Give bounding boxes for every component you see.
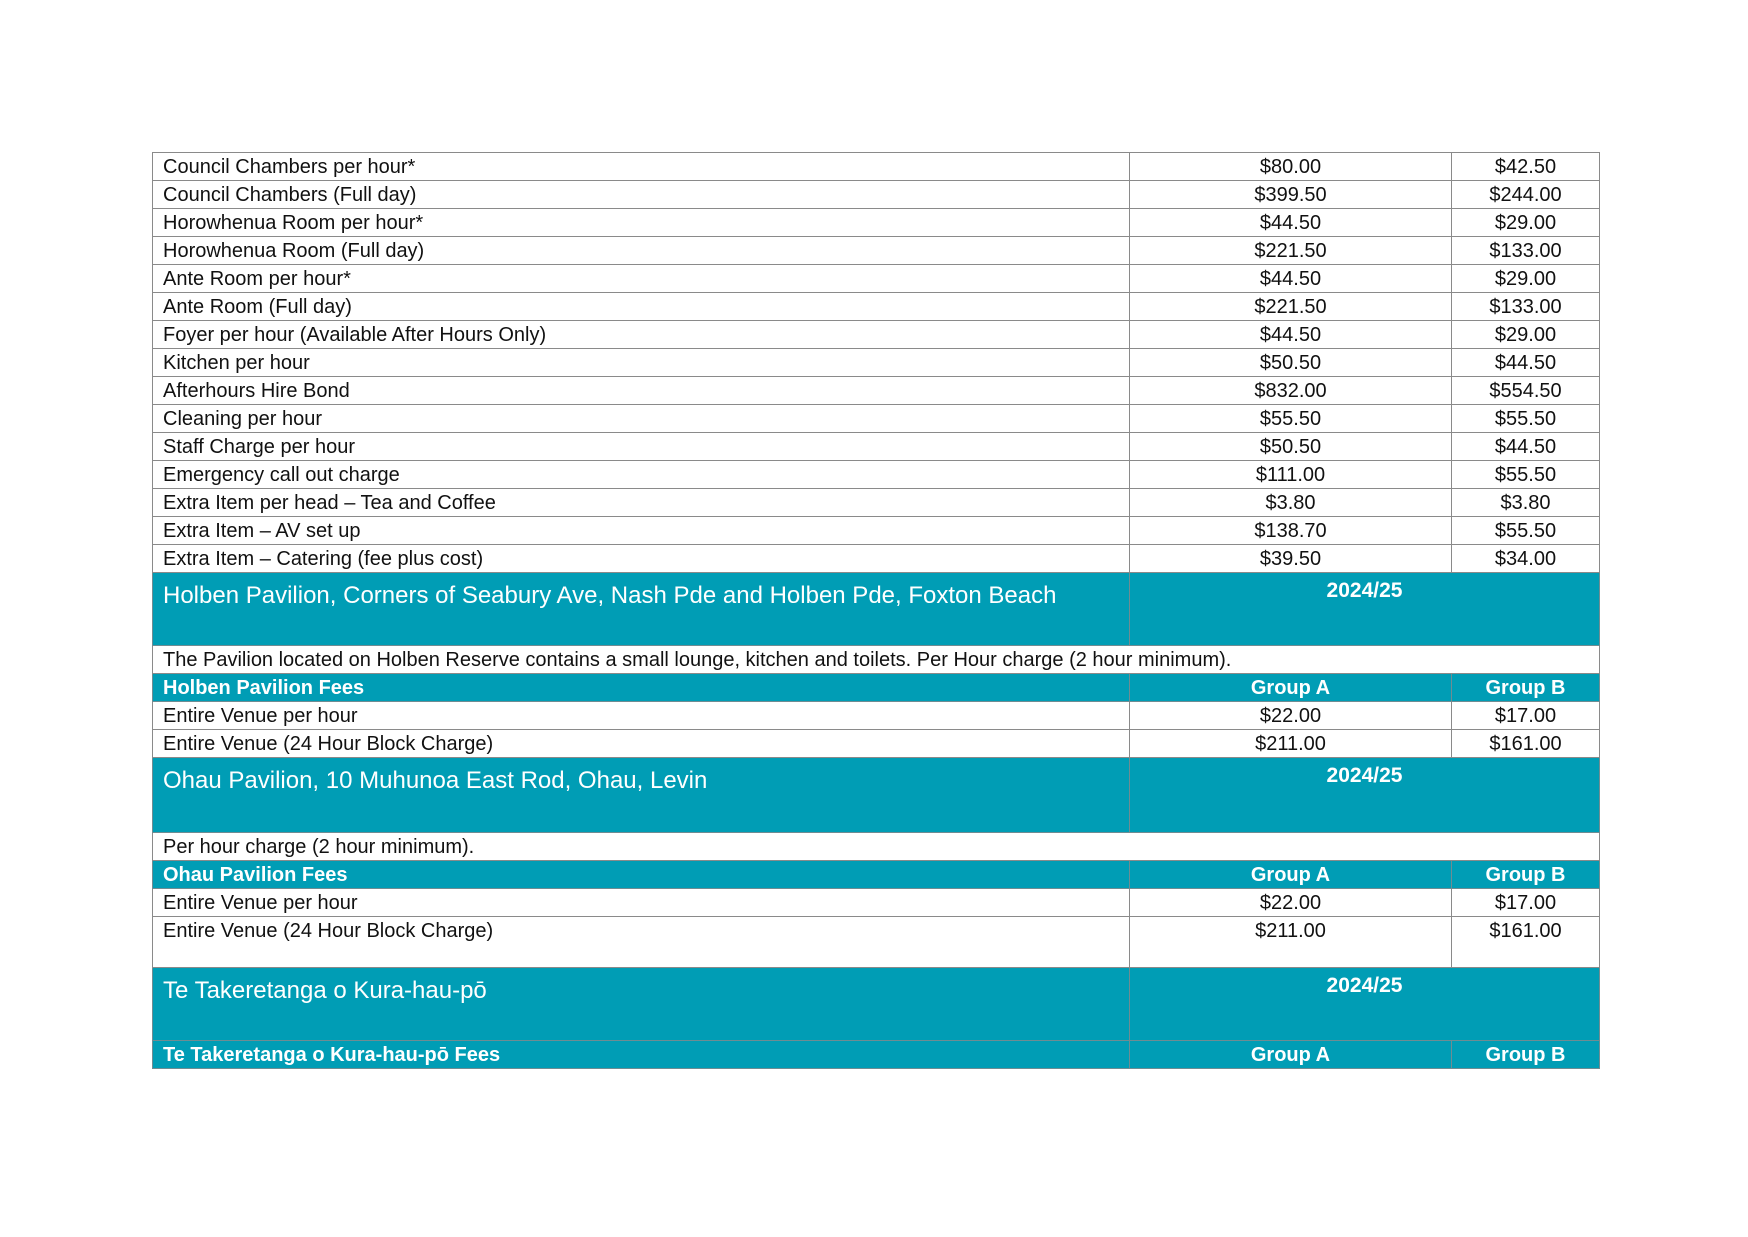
group-b-header: Group B xyxy=(1452,674,1600,702)
item-name: Council Chambers (Full day) xyxy=(153,181,1130,209)
item-name: Extra Item – Catering (fee plus cost) xyxy=(153,545,1130,573)
table-row xyxy=(153,730,1600,758)
group-b-price: $244.00 xyxy=(1452,181,1600,209)
group-a-price: $39.50 xyxy=(1130,545,1452,573)
ohau-year: 2024/25 xyxy=(1130,758,1600,833)
holben-title: Holben Pavilion, Corners of Seabury Ave, Nash Pde and Holben Pde, Foxton Beach xyxy=(153,573,1130,646)
group-a-price: $211.00 xyxy=(1130,730,1452,758)
group-a-price: $221.50 xyxy=(1130,237,1452,265)
table-row xyxy=(153,349,1600,377)
group-a-price: $50.50 xyxy=(1130,349,1452,377)
te-takeretanga-fees-header xyxy=(153,1041,1600,1069)
group-a-price: $50.50 xyxy=(1130,433,1452,461)
item-name: Entire Venue (24 Hour Block Charge) xyxy=(153,730,1130,758)
group-b-price: $42.50 xyxy=(1452,153,1600,181)
te-takeretanga-title: Te Takeretanga o Kura-hau-pō xyxy=(153,968,1130,1041)
item-name: Afterhours Hire Bond xyxy=(153,377,1130,405)
ohau-description: Per hour charge (2 hour minimum). xyxy=(153,833,1600,861)
table-row xyxy=(153,293,1600,321)
group-a-price: $138.70 xyxy=(1130,517,1452,545)
group-b-header: Group B xyxy=(1452,1041,1600,1069)
ohau-fees-label: Ohau Pavilion Fees xyxy=(153,861,1130,889)
group-b-price: $133.00 xyxy=(1452,293,1600,321)
item-name: Entire Venue per hour xyxy=(153,702,1130,730)
holben-fees-header xyxy=(153,674,1600,702)
group-a-price: $44.50 xyxy=(1130,321,1452,349)
group-b-price: $44.50 xyxy=(1452,349,1600,377)
group-b-price: $29.00 xyxy=(1452,209,1600,237)
table-row xyxy=(153,209,1600,237)
holben-fees-label: Holben Pavilion Fees xyxy=(153,674,1130,702)
group-a-price: $80.00 xyxy=(1130,153,1452,181)
item-name: Council Chambers per hour* xyxy=(153,153,1130,181)
table-row xyxy=(153,321,1600,349)
fee-table xyxy=(152,152,1600,1069)
group-b-price: $34.00 xyxy=(1452,545,1600,573)
group-b-header: Group B xyxy=(1452,861,1600,889)
table-row xyxy=(153,461,1600,489)
group-b-price: $55.50 xyxy=(1452,461,1600,489)
ohau-title: Ohau Pavilion, 10 Muhunoa East Rod, Ohau, Levin xyxy=(153,758,1130,833)
item-name: Extra Item – AV set up xyxy=(153,517,1130,545)
group-a-price: $55.50 xyxy=(1130,405,1452,433)
group-b-price: $3.80 xyxy=(1452,489,1600,517)
item-name: Entire Venue (24 Hour Block Charge) xyxy=(153,917,1130,968)
table-row xyxy=(153,489,1600,517)
table-row xyxy=(153,237,1600,265)
group-a-header: Group A xyxy=(1130,674,1452,702)
table-row xyxy=(153,917,1600,968)
group-a-price: $111.00 xyxy=(1130,461,1452,489)
group-a-price: $832.00 xyxy=(1130,377,1452,405)
group-a-header: Group A xyxy=(1130,861,1452,889)
item-name: Entire Venue per hour xyxy=(153,889,1130,917)
group-a-price: $3.80 xyxy=(1130,489,1452,517)
item-name: Cleaning per hour xyxy=(153,405,1130,433)
holben-section-header xyxy=(153,573,1600,646)
group-a-price: $44.50 xyxy=(1130,209,1452,237)
group-b-price: $133.00 xyxy=(1452,237,1600,265)
group-a-price: $399.50 xyxy=(1130,181,1452,209)
item-name: Horowhenua Room (Full day) xyxy=(153,237,1130,265)
te-takeretanga-fees-label: Te Takeretanga o Kura-hau-pō Fees xyxy=(153,1041,1130,1069)
holben-year: 2024/25 xyxy=(1130,573,1600,646)
holben-description-row xyxy=(153,646,1600,674)
item-name: Horowhenua Room per hour* xyxy=(153,209,1130,237)
item-name: Foyer per hour (Available After Hours Only) xyxy=(153,321,1130,349)
ohau-section-header xyxy=(153,758,1600,833)
group-a-price: $44.50 xyxy=(1130,265,1452,293)
item-name: Kitchen per hour xyxy=(153,349,1130,377)
item-name: Extra Item per head – Tea and Coffee xyxy=(153,489,1130,517)
group-b-price: $55.50 xyxy=(1452,517,1600,545)
group-a-header: Group A xyxy=(1130,1041,1452,1069)
group-b-price: $29.00 xyxy=(1452,321,1600,349)
holben-description: The Pavilion located on Holben Reserve contains a small lounge, kitchen and toilets. Per Hour charge (2 hour minimum). xyxy=(153,646,1600,674)
item-name: Staff Charge per hour xyxy=(153,433,1130,461)
group-b-price: $161.00 xyxy=(1452,917,1600,968)
table-row xyxy=(153,265,1600,293)
group-b-price: $55.50 xyxy=(1452,405,1600,433)
item-name: Ante Room per hour* xyxy=(153,265,1130,293)
item-name: Ante Room (Full day) xyxy=(153,293,1130,321)
group-a-price: $221.50 xyxy=(1130,293,1452,321)
table-row xyxy=(153,405,1600,433)
te-takeretanga-year: 2024/25 xyxy=(1130,968,1600,1041)
ohau-fees-header xyxy=(153,861,1600,889)
table-row xyxy=(153,889,1600,917)
table-row xyxy=(153,433,1600,461)
table-row xyxy=(153,181,1600,209)
te-takeretanga-section-header xyxy=(153,968,1600,1041)
group-a-price: $22.00 xyxy=(1130,702,1452,730)
ohau-description-row xyxy=(153,833,1600,861)
group-b-price: $44.50 xyxy=(1452,433,1600,461)
table-row xyxy=(153,153,1600,181)
group-b-price: $161.00 xyxy=(1452,730,1600,758)
table-row xyxy=(153,545,1600,573)
table-row xyxy=(153,702,1600,730)
group-a-price: $22.00 xyxy=(1130,889,1452,917)
group-b-price: $17.00 xyxy=(1452,702,1600,730)
table-row xyxy=(153,377,1600,405)
group-b-price: $17.00 xyxy=(1452,889,1600,917)
table-row xyxy=(153,517,1600,545)
group-b-price: $29.00 xyxy=(1452,265,1600,293)
item-name: Emergency call out charge xyxy=(153,461,1130,489)
group-a-price: $211.00 xyxy=(1130,917,1452,968)
group-b-price: $554.50 xyxy=(1452,377,1600,405)
